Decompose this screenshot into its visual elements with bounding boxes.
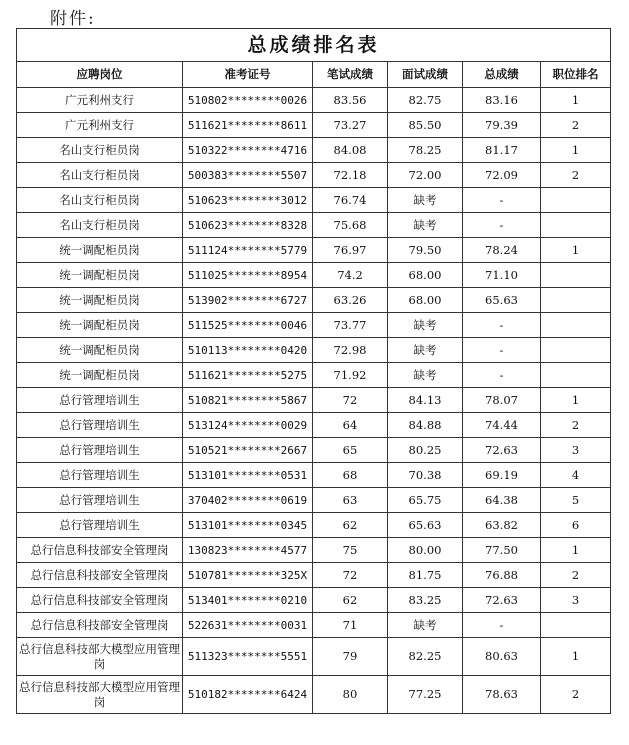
cell-written-score: 71 <box>313 613 388 638</box>
cell-post-rank: 3 <box>541 588 611 613</box>
cell-post-rank <box>541 188 611 213</box>
cell-interview-score: 84.13 <box>388 388 463 413</box>
cell-exam-id: 513902********6727 <box>183 288 313 313</box>
cell-exam-id: 510781********325X <box>183 563 313 588</box>
cell-exam-id: 511621********8611 <box>183 113 313 138</box>
cell-interview-score: 68.00 <box>388 263 463 288</box>
cell-post: 总行信息科技部大模型应用管理岗 <box>17 676 183 714</box>
cell-total-score: - <box>463 613 541 638</box>
cell-post-rank: 4 <box>541 463 611 488</box>
cell-exam-id: 130823********4577 <box>183 538 313 563</box>
cell-total-score: 64.38 <box>463 488 541 513</box>
cell-interview-score: 81.75 <box>388 563 463 588</box>
cell-interview-score: 80.25 <box>388 438 463 463</box>
header-post-rank: 职位排名 <box>541 62 611 88</box>
cell-total-score: 78.07 <box>463 388 541 413</box>
cell-exam-id: 500383********5507 <box>183 163 313 188</box>
cell-post-rank: 2 <box>541 113 611 138</box>
cell-total-score: 79.39 <box>463 113 541 138</box>
table-row <box>17 313 611 338</box>
cell-interview-score: 70.38 <box>388 463 463 488</box>
cell-written-score: 62 <box>313 513 388 538</box>
cell-post: 名山支行柜员岗 <box>17 163 183 188</box>
cell-post-rank: 3 <box>541 438 611 463</box>
cell-exam-id: 511025********8954 <box>183 263 313 288</box>
cell-post-rank <box>541 338 611 363</box>
cell-post: 总行管理培训生 <box>17 488 183 513</box>
cell-total-score: 72.63 <box>463 438 541 463</box>
cell-post: 广元利州支行 <box>17 113 183 138</box>
score-ranking-table <box>16 28 611 714</box>
cell-post-rank: 2 <box>541 563 611 588</box>
cell-total-score: 81.17 <box>463 138 541 163</box>
cell-post-rank <box>541 613 611 638</box>
cell-interview-score: 缺考 <box>388 313 463 338</box>
cell-written-score: 84.08 <box>313 138 388 163</box>
table-row <box>17 438 611 463</box>
cell-post-rank <box>541 313 611 338</box>
cell-post: 总行管理培训生 <box>17 388 183 413</box>
cell-total-score: 76.88 <box>463 563 541 588</box>
table-row <box>17 413 611 438</box>
cell-exam-id: 522631********0031 <box>183 613 313 638</box>
cell-written-score: 74.2 <box>313 263 388 288</box>
cell-written-score: 72.18 <box>313 163 388 188</box>
cell-post-rank: 5 <box>541 488 611 513</box>
table-row <box>17 163 611 188</box>
cell-post-rank: 2 <box>541 676 611 714</box>
cell-post: 总行管理培训生 <box>17 463 183 488</box>
cell-post-rank: 6 <box>541 513 611 538</box>
cell-written-score: 72.98 <box>313 338 388 363</box>
header-written-score: 笔试成绩 <box>313 62 388 88</box>
table-row <box>17 263 611 288</box>
cell-interview-score: 68.00 <box>388 288 463 313</box>
cell-post: 统一调配柜员岗 <box>17 313 183 338</box>
cell-written-score: 73.77 <box>313 313 388 338</box>
cell-post-rank: 1 <box>541 538 611 563</box>
header-interview-score: 面试成绩 <box>388 62 463 88</box>
table-row <box>17 463 611 488</box>
cell-written-score: 71.92 <box>313 363 388 388</box>
table-row <box>17 488 611 513</box>
cell-post-rank <box>541 213 611 238</box>
cell-exam-id: 511621********5275 <box>183 363 313 388</box>
table-row <box>17 638 611 676</box>
cell-post: 统一调配柜员岗 <box>17 288 183 313</box>
cell-total-score: 78.63 <box>463 676 541 714</box>
cell-total-score: - <box>463 313 541 338</box>
cell-post: 总行信息科技部安全管理岗 <box>17 588 183 613</box>
cell-total-score: - <box>463 338 541 363</box>
cell-post: 统一调配柜员岗 <box>17 338 183 363</box>
cell-total-score: 77.50 <box>463 538 541 563</box>
cell-interview-score: 65.63 <box>388 513 463 538</box>
cell-post-rank: 1 <box>541 88 611 113</box>
table-row <box>17 563 611 588</box>
cell-exam-id: 510623********3012 <box>183 188 313 213</box>
header-post: 应聘岗位 <box>17 62 183 88</box>
cell-exam-id: 510521********2667 <box>183 438 313 463</box>
cell-total-score: 72.63 <box>463 588 541 613</box>
cell-post: 名山支行柜员岗 <box>17 138 183 163</box>
cell-written-score: 65 <box>313 438 388 463</box>
cell-interview-score: 77.25 <box>388 676 463 714</box>
cell-total-score: - <box>463 188 541 213</box>
cell-post: 总行管理培训生 <box>17 413 183 438</box>
table-row <box>17 538 611 563</box>
cell-written-score: 75 <box>313 538 388 563</box>
cell-interview-score: 85.50 <box>388 113 463 138</box>
cell-written-score: 72 <box>313 563 388 588</box>
cell-written-score: 72 <box>313 388 388 413</box>
cell-exam-id: 511124********5779 <box>183 238 313 263</box>
cell-total-score: 72.09 <box>463 163 541 188</box>
cell-total-score: 78.24 <box>463 238 541 263</box>
cell-exam-id: 513101********0345 <box>183 513 313 538</box>
cell-total-score: 71.10 <box>463 263 541 288</box>
cell-post-rank <box>541 288 611 313</box>
table-title: 总成绩排名表 <box>17 29 611 62</box>
attachment-label: 附件: <box>50 9 96 29</box>
cell-post: 统一调配柜员岗 <box>17 263 183 288</box>
table-header-row <box>17 62 611 88</box>
cell-exam-id: 510113********0420 <box>183 338 313 363</box>
cell-total-score: 80.63 <box>463 638 541 676</box>
table-row <box>17 238 611 263</box>
table-row <box>17 88 611 113</box>
table-row <box>17 613 611 638</box>
table-row <box>17 588 611 613</box>
table-row <box>17 363 611 388</box>
table-row <box>17 388 611 413</box>
cell-post: 广元利州支行 <box>17 88 183 113</box>
cell-interview-score: 78.25 <box>388 138 463 163</box>
table-row <box>17 213 611 238</box>
cell-exam-id: 511323********5551 <box>183 638 313 676</box>
cell-post: 总行信息科技部大模型应用管理岗 <box>17 638 183 676</box>
header-exam-id: 准考证号 <box>183 62 313 88</box>
cell-post: 总行管理培训生 <box>17 438 183 463</box>
cell-exam-id: 513124********0029 <box>183 413 313 438</box>
cell-exam-id: 510182********6424 <box>183 676 313 714</box>
cell-written-score: 76.97 <box>313 238 388 263</box>
cell-post: 统一调配柜员岗 <box>17 363 183 388</box>
table-row <box>17 113 611 138</box>
cell-exam-id: 510821********5867 <box>183 388 313 413</box>
cell-total-score: 74.44 <box>463 413 541 438</box>
cell-written-score: 76.74 <box>313 188 388 213</box>
cell-total-score: - <box>463 363 541 388</box>
cell-post-rank: 2 <box>541 163 611 188</box>
cell-total-score: 83.16 <box>463 88 541 113</box>
cell-post-rank <box>541 363 611 388</box>
cell-exam-id: 511525********0046 <box>183 313 313 338</box>
cell-interview-score: 缺考 <box>388 338 463 363</box>
cell-interview-score: 83.25 <box>388 588 463 613</box>
cell-post-rank: 2 <box>541 413 611 438</box>
cell-written-score: 63.26 <box>313 288 388 313</box>
table-row <box>17 138 611 163</box>
cell-exam-id: 370402********0619 <box>183 488 313 513</box>
table-row <box>17 288 611 313</box>
cell-post-rank: 1 <box>541 638 611 676</box>
cell-exam-id: 513101********0531 <box>183 463 313 488</box>
cell-exam-id: 510802********0026 <box>183 88 313 113</box>
header-total-score: 总成绩 <box>463 62 541 88</box>
cell-written-score: 83.56 <box>313 88 388 113</box>
cell-post-rank: 1 <box>541 138 611 163</box>
cell-total-score: 63.82 <box>463 513 541 538</box>
cell-post-rank: 1 <box>541 388 611 413</box>
cell-total-score: - <box>463 213 541 238</box>
cell-interview-score: 82.25 <box>388 638 463 676</box>
cell-post: 统一调配柜员岗 <box>17 238 183 263</box>
cell-exam-id: 510322********4716 <box>183 138 313 163</box>
cell-written-score: 79 <box>313 638 388 676</box>
cell-post: 总行信息科技部安全管理岗 <box>17 563 183 588</box>
cell-total-score: 69.19 <box>463 463 541 488</box>
cell-post: 总行管理培训生 <box>17 513 183 538</box>
table-row <box>17 188 611 213</box>
cell-interview-score: 65.75 <box>388 488 463 513</box>
cell-interview-score: 80.00 <box>388 538 463 563</box>
cell-written-score: 80 <box>313 676 388 714</box>
cell-post: 名山支行柜员岗 <box>17 188 183 213</box>
table-body <box>17 88 611 714</box>
cell-interview-score: 79.50 <box>388 238 463 263</box>
cell-post: 总行信息科技部安全管理岗 <box>17 538 183 563</box>
cell-interview-score: 缺考 <box>388 613 463 638</box>
cell-interview-score: 缺考 <box>388 213 463 238</box>
cell-post-rank: 1 <box>541 238 611 263</box>
table-row <box>17 676 611 714</box>
cell-interview-score: 72.00 <box>388 163 463 188</box>
cell-interview-score: 缺考 <box>388 188 463 213</box>
cell-written-score: 68 <box>313 463 388 488</box>
cell-post-rank <box>541 263 611 288</box>
cell-exam-id: 513401********0210 <box>183 588 313 613</box>
table-row <box>17 338 611 363</box>
cell-written-score: 75.68 <box>313 213 388 238</box>
cell-interview-score: 84.88 <box>388 413 463 438</box>
cell-exam-id: 510623********8328 <box>183 213 313 238</box>
cell-written-score: 73.27 <box>313 113 388 138</box>
cell-total-score: 65.63 <box>463 288 541 313</box>
cell-written-score: 64 <box>313 413 388 438</box>
cell-written-score: 62 <box>313 588 388 613</box>
cell-post: 总行信息科技部安全管理岗 <box>17 613 183 638</box>
cell-post: 名山支行柜员岗 <box>17 213 183 238</box>
cell-written-score: 63 <box>313 488 388 513</box>
cell-interview-score: 82.75 <box>388 88 463 113</box>
table-row <box>17 513 611 538</box>
cell-interview-score: 缺考 <box>388 363 463 388</box>
